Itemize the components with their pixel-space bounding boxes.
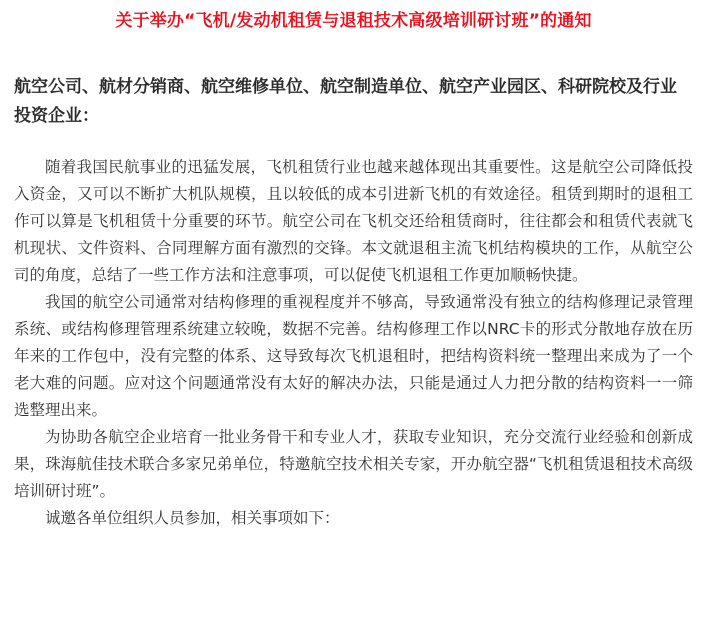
- salutation-recipients: 航空公司、航材分销商、航空维修单位、航空制造单位、航空产业园区、科研院校及行业投资企业：: [14, 77, 677, 126]
- notice-body: [14, 154, 693, 532]
- body-paragraph-3: 为协助各航空企业培育一批业务骨干和专业人才，获取专业知识，充分交流行业经验和创新成果，珠海航佳技术联合多家兄弟单位，特邀航空技术相关专家，开办航空器“飞机租赁退租技术高级培训研讨班”。: [14, 428, 693, 500]
- notice-title: 关于举办“飞机/发动机租赁与退租技术高级培训研讨班”的通知: [115, 11, 592, 31]
- body-paragraph-1: 随着我国民航事业的迅猛发展，飞机租赁行业也越来越体现出其重要性。这是航空公司降低投入资金，又可以不断扩大机队规模，且以较低的成本引进新飞机的有效途径。租赁到期时的退租工作可以算是飞机租赁十分重要的环节。航空公司在飞机交还给租赁商时，往往都会和租赁代表就飞机现状、文件资料、合同理解方面有激烈的交锋。本文就退租主流飞机结构模块的工作，从航空公司的角度，总结了一些工作方法和注意事项，可以促使飞机退租工作更加顺畅快捷。: [14, 158, 693, 284]
- body-paragraph-4: 诚邀各单位组织人员参加，相关事项如下：: [45, 509, 340, 527]
- body-paragraph-2: 我国的航空公司通常对结构修理的重视程度并不够高，导致通常没有独立的结构修理记录管理系统、或结构修理管理系统建立较晚，数据不完善。结构修理工作以NRC卡的形式分散地存放在历年来的工作包中，没有完整的体系、这导致每次飞机退租时，把结构资料统一整理出来成为了一个老大难的问题。应对这个问题通常没有太好的解决办法，只能是通过人力把分散的结构资料一一筛选整理出来。: [14, 293, 693, 419]
